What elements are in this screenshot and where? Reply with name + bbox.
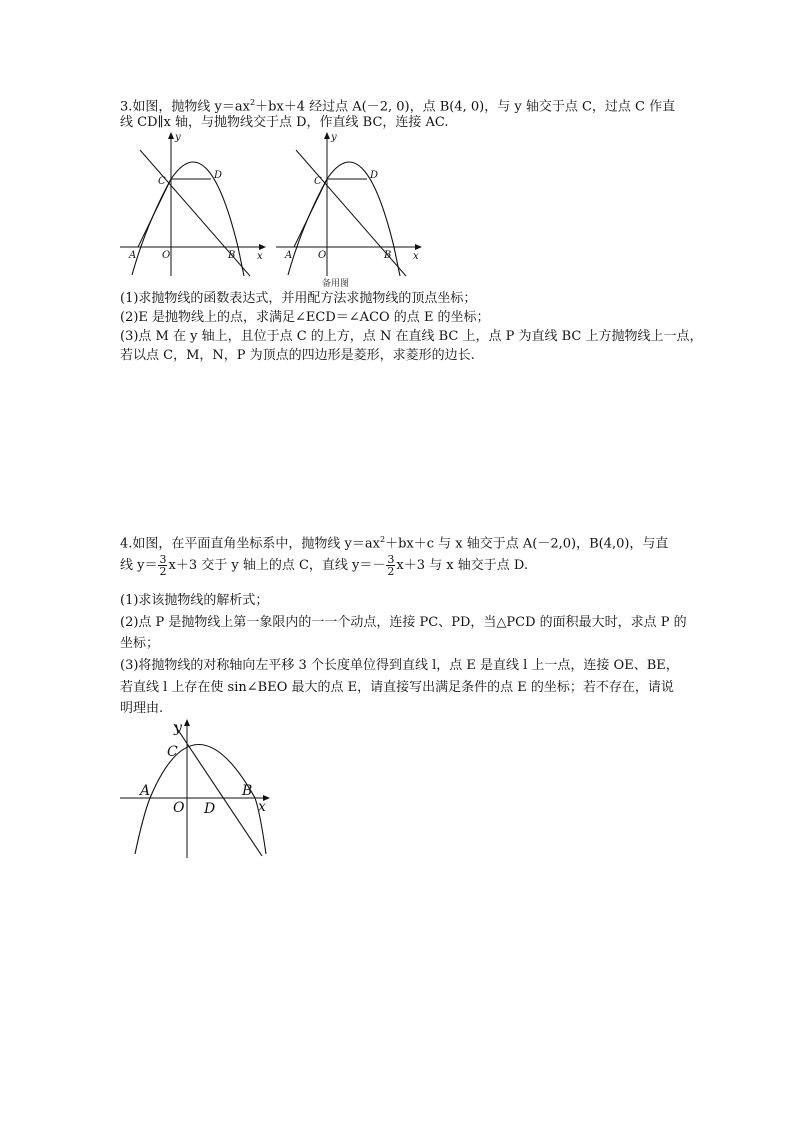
q3-sub-2: (2)E 是抛物线上的点，求满足∠ECD＝∠ACO 的点 E 的坐标； bbox=[120, 310, 490, 325]
q4-label-a: A bbox=[140, 783, 151, 799]
q3-line-1: 3.如图，抛物线 $y=ax^2+bx+4$ 经过点 A(－2, 0)，点 B(4, 0)，与 y 轴交于点 C，过点 C 作直 bbox=[120, 98, 676, 115]
q3-label-x: x bbox=[257, 251, 263, 262]
q4-sub-2a: (2)点 P 是抛物线上第一象限内的一一个动点，连接 PC、PD，当△PCD 的面积最大时，求点 P 的 bbox=[120, 615, 687, 630]
q3-sub-3b: 若以点 C，M，N，P 为顶点的四边形是菱形，求菱形的边长. bbox=[120, 348, 475, 363]
q4-line-1: 4.如图，在平面直角坐标系中，抛物线 $y=ax^2+bx+c$ 与 x 轴交于点 A(－2,0)，B(4,0)，与直 bbox=[120, 535, 669, 552]
q3-label-d: D bbox=[214, 170, 223, 181]
q3-figure-caption: 备用图 bbox=[322, 279, 350, 289]
q3-sub-1: (1)求抛物线的函数表达式，并用配方法求抛物线的顶点坐标； bbox=[120, 291, 477, 306]
q3-label-c: C bbox=[158, 176, 166, 187]
q4-label-d: D bbox=[204, 801, 216, 817]
q3b-label-x: x bbox=[413, 251, 419, 262]
q4-line-2: 线 y＝ $\frac{3}{2}$ x＋3 交于 y 轴上的点 C，直线 y＝－ $\frac{3}{2}$ x＋3 与 x 轴交于点 D. bbox=[120, 553, 528, 578]
q4-fraction-2: $\frac{3}{2}$ bbox=[387, 553, 395, 578]
q4-sub-3c: 明理由. bbox=[120, 701, 164, 716]
q4-label-x: x bbox=[258, 799, 266, 815]
q3b-label-b: B bbox=[384, 250, 392, 261]
q3b-label-a: A bbox=[285, 250, 293, 261]
q4-sub-2b: 坐标； bbox=[120, 636, 160, 651]
q4-sub-1: (1)求该抛物线的解析式； bbox=[120, 593, 269, 608]
q3b-label-o: O bbox=[318, 250, 327, 261]
q3-line-2: 线 CD∥x 轴，与抛物线交于点 D，作直线 BC，连接 AC. bbox=[120, 115, 449, 130]
q3b-label-y: y bbox=[331, 132, 337, 143]
q4-label-o: O bbox=[173, 800, 185, 816]
q4-fraction-1: $\frac{3}{2}$ bbox=[159, 553, 167, 578]
q4-label-b: B bbox=[242, 783, 253, 799]
q3-figure-main bbox=[118, 130, 270, 280]
q4-sub-3b: 若直线 l 上存在使 sin∠BEO 最大的点 E，请直接写出满足条件的点 E 的坐标；若不存在，请说 bbox=[120, 680, 674, 695]
q3-label-b: B bbox=[228, 250, 236, 261]
q3-figure-backup bbox=[274, 130, 426, 290]
q3-label-y: y bbox=[175, 132, 181, 143]
q3b-label-c: C bbox=[314, 176, 322, 187]
q4-figure bbox=[118, 716, 278, 861]
q3-sub-3a: (3)点 M 在 y 轴上，且位于点 C 的上方，点 N 在直线 BC 上，点 P 为直线 BC 上方抛物线上一点， bbox=[120, 329, 703, 344]
q4-sub-3a: (3)将抛物线的对称轴向左平移 3 个长度单位得到直线 l，点 E 是直线 l 上一点，连接 OE、BE， bbox=[120, 658, 679, 673]
q3-label-o: O bbox=[162, 250, 171, 261]
q3b-label-d: D bbox=[370, 170, 379, 181]
q4-label-c: C bbox=[167, 744, 178, 760]
q3-label-a: A bbox=[129, 250, 137, 261]
q4-label-y: y bbox=[174, 720, 182, 736]
